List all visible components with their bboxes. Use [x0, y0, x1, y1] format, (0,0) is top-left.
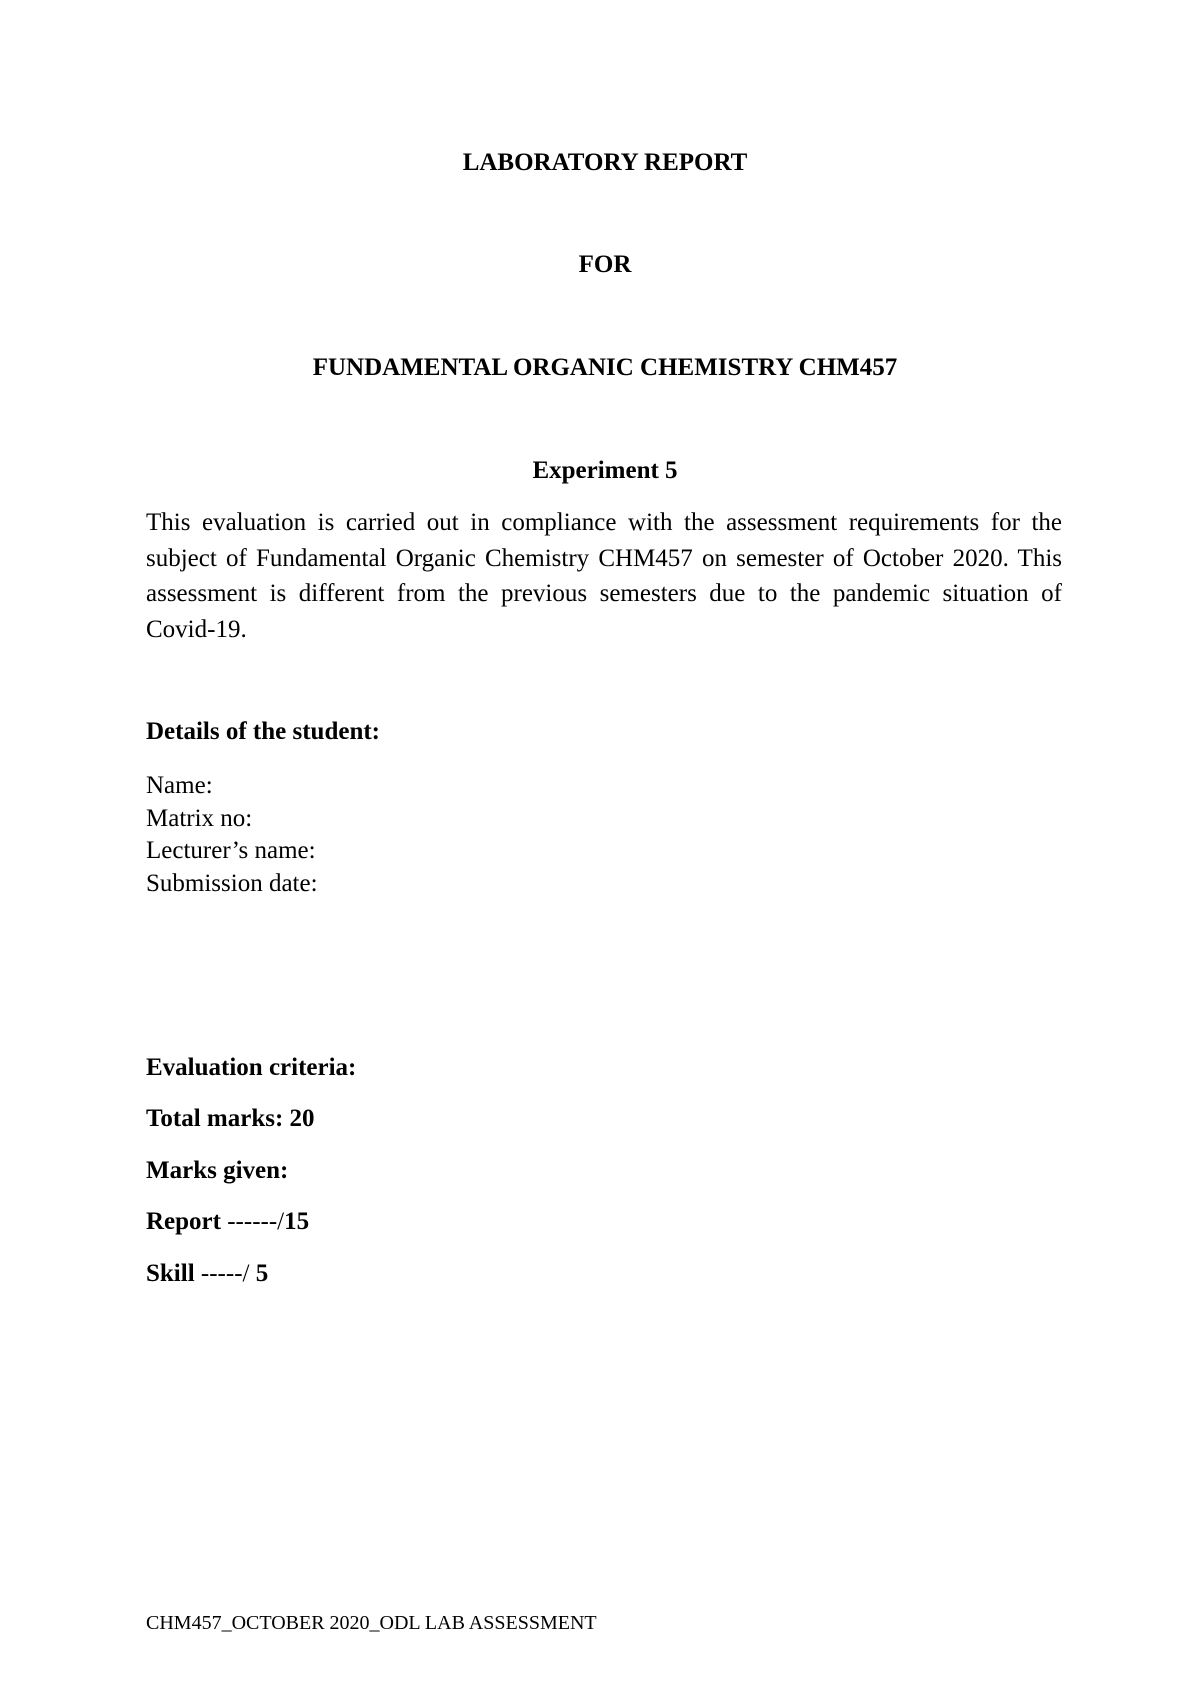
report-title: LABORATORY REPORT — [462, 149, 748, 176]
matrix-no-label: Matrix no: — [146, 804, 253, 832]
student-details-heading: Details of the student: — [146, 718, 381, 745]
report-score-total: 15 — [284, 1208, 310, 1235]
report-label: Report — [146, 1208, 221, 1235]
total-marks: Total marks: 20 — [146, 1105, 315, 1132]
lecturer-name-label: Lecturer’s name: — [146, 837, 316, 864]
page-footer: CHM457_OCTOBER 2020_ODL LAB ASSESSMENT — [146, 1612, 597, 1634]
skill-score-line — [146, 1259, 268, 1289]
skill-score-total: 5 — [255, 1260, 269, 1287]
skill-label: Skill — [146, 1260, 195, 1287]
report-title-for: FOR — [578, 251, 632, 278]
intro-paragraph: This evaluation is carried out in compliance with the assessment requirements for the subject of Fundamental Organic Chemistry CHM457 on semester of October 2020. This assessment is different from the previous semesters due to the pandemic situation of Covid-19. — [146, 509, 1062, 643]
experiment-title: Experiment 5 — [532, 457, 678, 484]
report-score-line — [146, 1207, 309, 1237]
evaluation-criteria-heading: Evaluation criteria: — [146, 1054, 357, 1081]
student-details-list — [146, 770, 318, 900]
course-title: FUNDAMENTAL ORGANIC CHEMISTRY CHM457 — [312, 354, 898, 381]
submission-date-label: Submission date: — [146, 869, 318, 897]
report-score-blank: ------/ — [220, 1208, 285, 1235]
marks-given-heading: Marks given: — [146, 1157, 289, 1184]
name-label: Name: — [146, 772, 213, 799]
skill-score-blank: -----/ — [194, 1260, 256, 1287]
